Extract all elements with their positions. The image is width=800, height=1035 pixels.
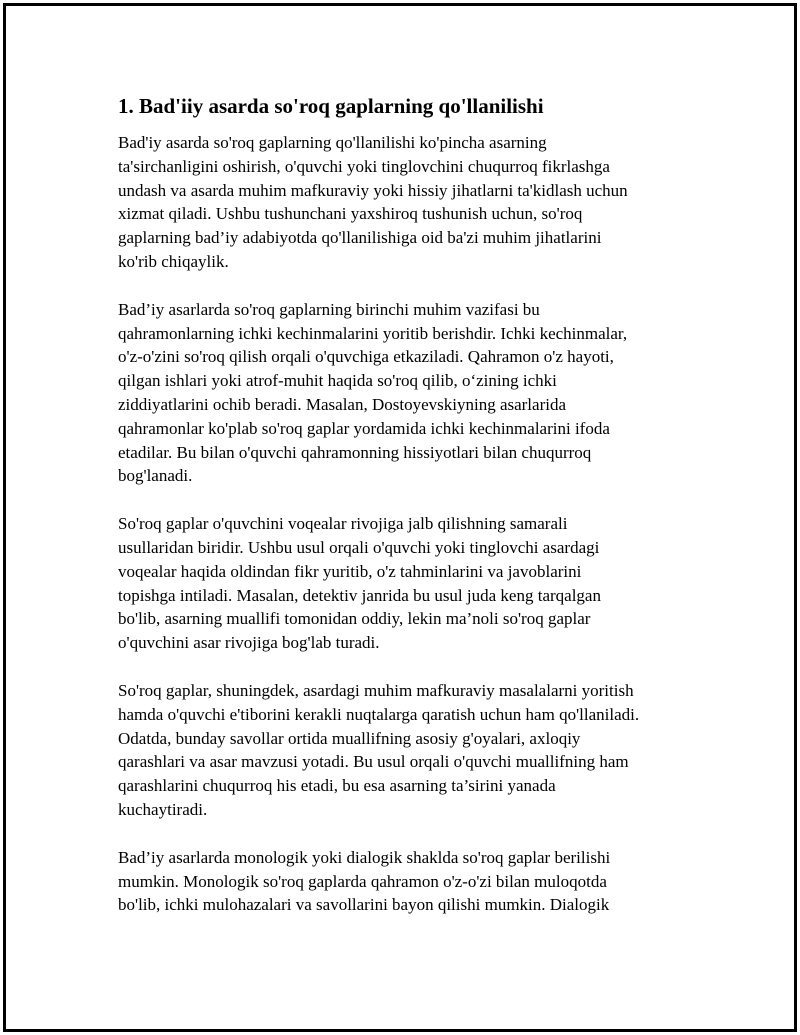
- paragraph-4: So'roq gaplar, shuningdek, asardagi muhim mafkuraviy masalalarni yoritish hamda o'quvchi e'tiborini kerakli nuqtalarga qaratish uchun ham qo'llaniladi. Odatda, bunday savollar ortida muallifning asosiy g'oyalari, axloqiy qarashlari va asar mavzusi yotadi. Bu usul orqali o'quvchi muallifning ham qarashlarini chuqurroq his etadi, bu esa asarning ta’sirini yanada kuchaytiradi.: [118, 680, 640, 819]
- paragraph-5: Bad’iy asarlarda monologik yoki dialogik shaklda so'roq gaplar berilishi mumkin. Monologik so'roq gaplarda qahramon o'z-o'zi bilan muloqotda bo'lib, ichki mulohazalari va savollarini bayon qilishi mumkin. Dialogik: [118, 847, 611, 915]
- paragraph-3: So'roq gaplar o'quvchini voqealar rivojiga jalb qilishning samarali usullaridan biridir. Ushbu usul orqali o'quvchi yoki tinglovchi asardagi voqealar haqida oldindan fikr yuritib, o'z tahminlarini va javoblarini topishga intiladi. Masalan, detektiv janrida bu usul juda keng tarqalgan bo'lib, asarning muallifi tomonidan oddiy, lekin ma’noli so'roq gaplar o'quvchini asar rivojiga bog'lab turadi.: [118, 514, 601, 653]
- paragraph-2: Bad’iy asarlarda so'roq gaplarning birinchi muhim vazifasi bu qahramonlarning ichki kechinmalarini yoritib berishdir. Ichki kechinmalar, o'z-o'zini so'roq qilish orqali o'quvchiga etkaziladi. Qahramon o'z hayoti, qilgan ishlari yoki atrof-muhit haqida so'roq qilib, o‘zining ichki ziddiyatlarini ochib beradi. Masalan, Dostoyevskiyning asarlarida qahramonlar ko'plab so'roq gaplar yordamida ichki kechinmalarini ifoda etadilar. Bu bilan o'quvchi qahramonning hissiyotlari bilan chuqurroq bog'lanadi.: [118, 299, 628, 486]
- section-heading: 1. Bad'iiy asarda so'roq gaplarning qo'llanilishi: [118, 94, 544, 118]
- paragraph-1: Bad'iy asarda so'roq gaplarning qo'llanilishi ko'pincha asarning ta'sirchanligini oshirish, o'quvchi yoki tinglovchini chuqurroq fikrlashga undash va asarda muhim mafkuraviy yoki hissiy jihatlarni ta'kidlash uchun xizmat qiladi. Ushbu tushunchani yaxshiroq tushunish uchun, so'roq gaplarning bad’iy adabiyotda qo'llanilishiga oid ba'zi muhim jihatlarini ko'rib chiqaylik.: [118, 133, 628, 271]
- document-body: [118, 92, 698, 941]
